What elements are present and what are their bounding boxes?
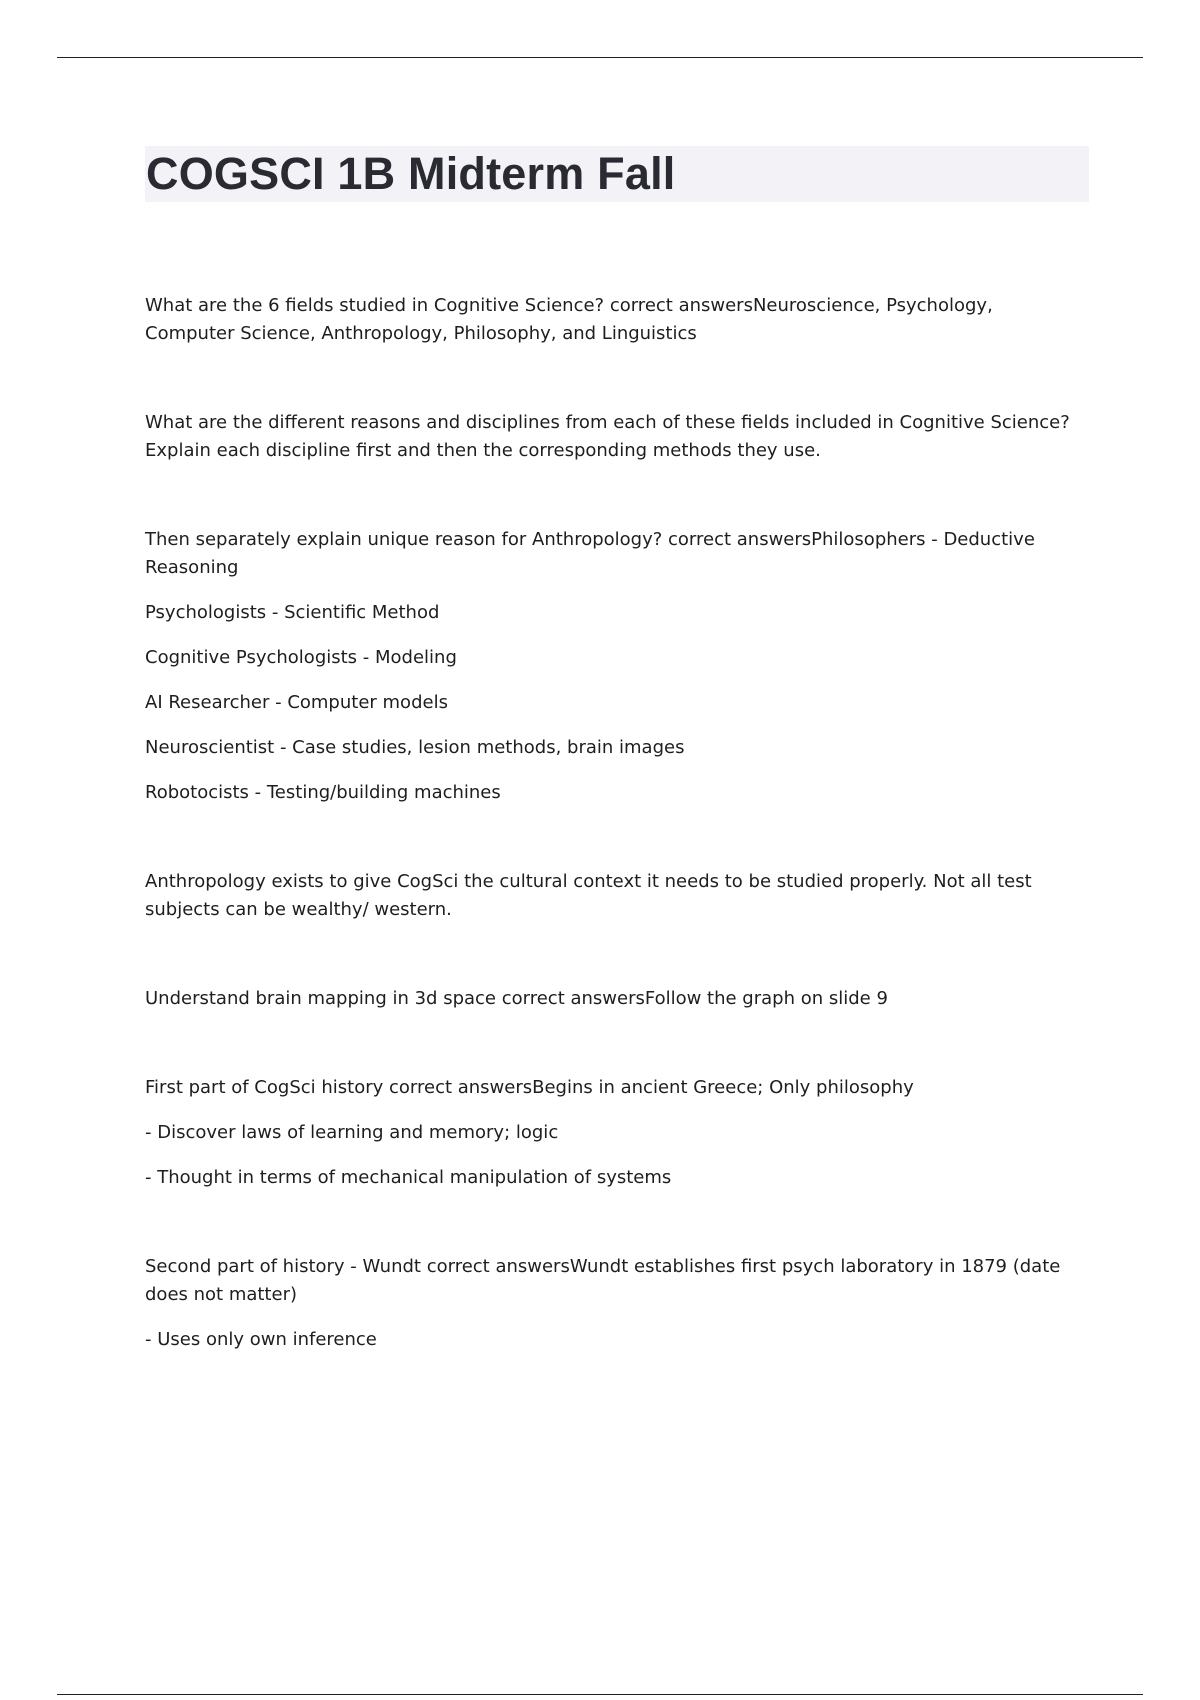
paragraph: What are the 6 fields studied in Cognitive Science? correct answersNeuroscience, Psychology, Computer Science, Anthropology, Philosophy, and Linguistics: [145, 295, 993, 344]
paragraph: AI Researcher - Computer models: [145, 692, 448, 713]
qa-block: [145, 985, 1085, 1013]
qa-block: [145, 526, 1085, 807]
paragraph: Cognitive Psychologists - Modeling: [145, 647, 457, 668]
qa-block: [145, 409, 1085, 465]
paragraph: - Uses only own inference: [145, 1329, 377, 1350]
paragraph: Anthropology exists to give CogSci the cultural context it needs to be studied properly. Not all test subjects can be wealthy/ western.: [145, 871, 1032, 920]
paragraph: Then separately explain unique reason for Anthropology? correct answersPhilosophers - Deductive Reasoning: [145, 529, 1035, 578]
paragraph: Robotocists - Testing/building machines: [145, 782, 501, 803]
paragraph: Psychologists - Scientific Method: [145, 602, 440, 623]
document-title: COGSCI 1B Midterm Fall: [146, 148, 676, 199]
qa-block: [145, 292, 1085, 348]
paragraph: First part of CogSci history correct answersBegins in ancient Greece; Only philosophy: [145, 1077, 914, 1098]
header-rule: [57, 57, 1143, 58]
qa-block: [145, 1074, 1085, 1192]
paragraph: Neuroscientist - Case studies, lesion methods, brain images: [145, 737, 685, 758]
paragraph: Understand brain mapping in 3d space correct answersFollow the graph on slide 9: [145, 988, 888, 1009]
qa-block: [145, 1253, 1085, 1354]
paragraph: What are the different reasons and disciplines from each of these fields included in Cognitive Science? Explain each discipline first and then the corresponding methods they use.: [145, 412, 1070, 461]
paragraph: Second part of history - Wundt correct answersWundt establishes first psych laboratory in 1879 (date does not matter): [145, 1256, 1061, 1305]
paragraph: - Discover laws of learning and memory; logic: [145, 1122, 559, 1143]
paragraph: - Thought in terms of mechanical manipulation of systems: [145, 1167, 672, 1188]
document-body: [145, 292, 1085, 1415]
footer-rule: [57, 1694, 1143, 1695]
qa-block: [145, 868, 1085, 924]
